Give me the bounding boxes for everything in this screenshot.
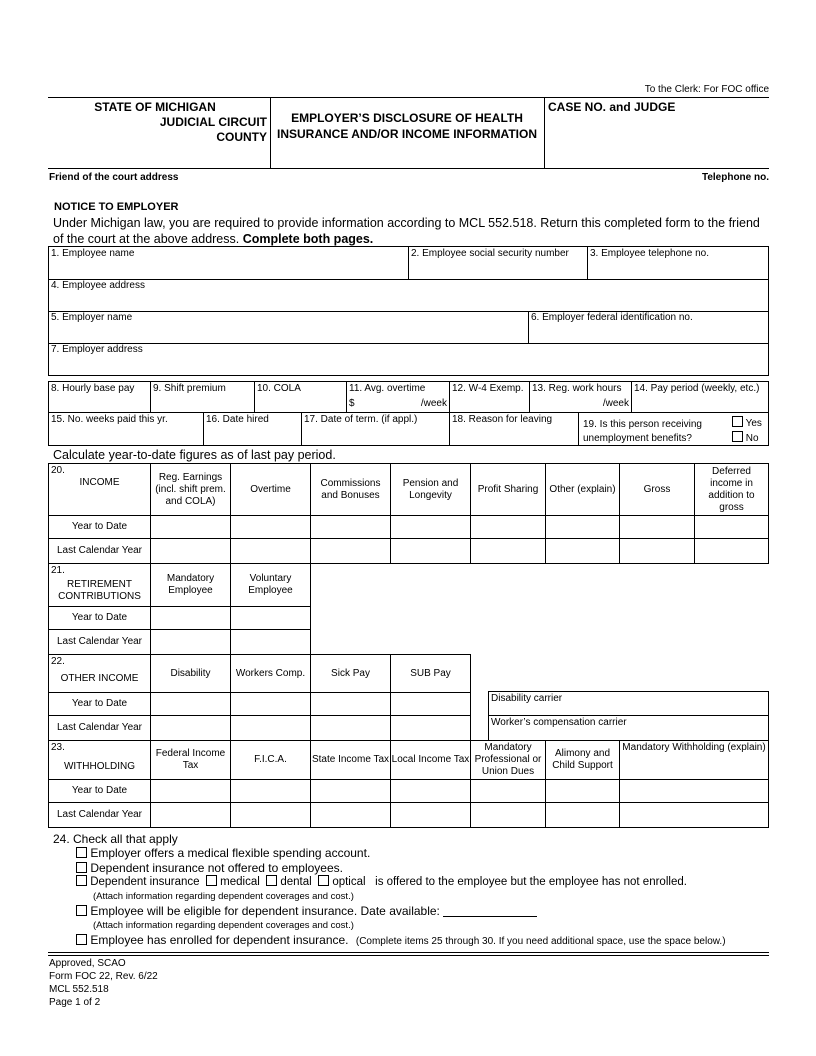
other-last-year-cell[interactable] [390,715,471,741]
income-ytd-cell[interactable] [545,515,620,539]
income-col-deferred: Deferred income in addition to gross [694,463,769,516]
withholding-col-mandatory: Mandatory Withholding (explain) [619,740,769,780]
withholding-col-alimony: Alimony and Child Support [545,740,620,780]
fsa-label: Employer offers a medical flexible spending account. [90,846,371,860]
withholding-ytd-cell[interactable] [390,779,471,803]
telephone-label: Telephone no. [701,172,769,183]
header-divider-2 [544,97,545,168]
withholding-last-year-cell[interactable] [230,802,311,828]
other-ytd-cell[interactable] [390,692,471,716]
other-ytd-cell[interactable] [150,692,231,716]
retirement-col-mandatory: Mandatory Employee [150,563,231,607]
not-offered-label: Dependent insurance not offered to employees. [90,861,343,875]
income-col-overtime: Overtime [230,463,311,516]
withholding-ytd-cell[interactable] [470,779,546,803]
footer-mcl: MCL 552.518 [49,984,109,995]
workers-comp-carrier-field[interactable]: Worker’s compensation carrier [488,715,769,741]
other-last-year-cell[interactable] [230,715,311,741]
footer-rule-2 [48,955,769,956]
withholding-ytd-cell[interactable] [230,779,311,803]
other-col-sick-pay: Sick Pay [310,654,391,693]
income-ytd-cell[interactable] [694,515,769,539]
employer-name-field[interactable]: 5. Employer name [51,312,133,323]
medical-label: medical [220,876,260,888]
income-last-year-cell[interactable] [390,538,471,564]
enrolled-label: Employee has enrolled for dependent insurance. [90,933,349,947]
eligible-checkbox[interactable] [76,905,87,916]
retirement-number: 21. [48,563,151,607]
withholding-row-ytd: Year to Date [48,779,151,803]
withholding-last-year-cell[interactable] [310,802,391,828]
yes-checkbox[interactable] [732,416,743,427]
unemployment-question: 19. Is this person receiving unemployment benefits? [583,419,702,444]
footer-approved: Approved, SCAO [49,958,126,969]
shift-premium-field[interactable]: 9. Shift premium [153,383,226,394]
hourly-base-pay-field[interactable]: 8. Hourly base pay [51,383,135,394]
reason-leaving-field[interactable]: 18. Reason for leaving [452,414,553,425]
footer-form-no: Form FOC 22, Rev. 6/22 [49,971,158,982]
retirement-ytd-cell[interactable] [150,606,231,630]
withholding-last-year-cell[interactable] [390,802,471,828]
income-row-last-year: Last Calendar Year [48,538,151,564]
notice-emphasis: Complete both pages. [242,232,374,246]
cola-field[interactable]: 10. COLA [257,383,301,394]
other-income-number: 22. [48,654,151,693]
employee-ssn-field[interactable]: 2. Employee social security number [411,248,569,259]
avg-overtime-label: 11. Avg. overtime [349,383,426,394]
header-divider-1 [270,97,271,168]
retirement-ytd-cell[interactable] [230,606,311,630]
withholding-last-year-cell[interactable] [545,802,620,828]
income-ytd-cell[interactable] [230,515,311,539]
attach-note-2: (Attach information regarding dependent coverages and cost.) [93,920,354,931]
checklist-item-not-offered [76,861,343,875]
county-label: COUNTY [216,130,267,144]
income-ytd-cell[interactable] [619,515,695,539]
checklist-item-eligible [76,904,537,918]
income-last-year-cell[interactable] [470,538,546,564]
withholding-last-year-cell[interactable] [619,802,769,828]
income-last-year-cell[interactable] [150,538,231,564]
footer-rule-1 [48,952,769,953]
dental-checkbox[interactable] [266,875,277,886]
checklist-item-not-enrolled [76,875,687,889]
other-col-disability: Disability [150,654,231,693]
avg-overtime-field[interactable] [347,382,449,412]
unemployment-yes[interactable] [732,416,762,430]
retirement-title: RETIREMENT CONTRIBUTIONS [58,579,141,602]
footer-page: Page 1 of 2 [49,997,101,1008]
income-col-commissions: Commissions and Bonuses [310,463,391,516]
dollar-sign: $ [349,398,355,409]
other-last-year-cell[interactable] [310,715,391,741]
per-week-label: /week [420,398,447,409]
other-income-title: OTHER INCOME [60,673,139,684]
dependent-insurance-label: Dependent insurance [90,876,200,888]
withholding-ytd-cell[interactable] [310,779,391,803]
disability-carrier-field[interactable]: Disability carrier [488,691,769,716]
retirement-last-year-cell[interactable] [230,629,311,655]
income-ytd-cell[interactable] [470,515,546,539]
other-row-last-year: Last Calendar Year [48,715,151,741]
withholding-col-union-dues: Mandatory Professional or Union Dues [470,740,546,780]
date-available-field[interactable] [443,916,537,917]
withholding-col-federal: Federal Income Tax [150,740,231,780]
notice-body: Under Michigan law, you are required to provide information according to MCL 552.518. Return this completed form to the friend of the court at the above address. [53,216,760,246]
calc-note: Calculate year-to-date figures as of last pay period. [53,448,336,462]
income-last-year-cell[interactable] [545,538,620,564]
income-ytd-cell[interactable] [150,515,231,539]
withholding-ytd-cell[interactable] [545,779,620,803]
income-col-reg-earnings: Reg. Earnings (incl. shift prem. and COLA) [150,463,231,516]
withholding-row-last-year: Last Calendar Year [48,802,151,828]
fsa-checkbox[interactable] [76,847,87,858]
employee-address-field[interactable]: 4. Employee address [51,280,145,291]
notice-text [53,215,771,247]
income-number: 20. [48,463,151,516]
checklist-heading: 24. Check all that apply [53,832,178,846]
income-col-profit-sharing: Profit Sharing [470,463,546,516]
avg-overtime-units [349,398,447,410]
medical-checkbox[interactable] [206,875,217,886]
case-no-label: CASE NO. and JUDGE [548,100,676,114]
other-col-sub-pay: SUB Pay [390,654,471,693]
employer-fein-field[interactable]: 6. Employer federal identification no. [531,312,693,323]
income-row-ytd: Year to Date [48,515,151,539]
reg-work-hours-field[interactable] [530,382,631,412]
per-week-label-2: /week [602,398,629,409]
date-terminated-field[interactable]: 17. Date of term. (if appl.) [304,414,418,425]
employer-address-field[interactable]: 7. Employer address [51,344,143,355]
income-title: INCOME [79,477,120,488]
retirement-row-ytd: Year to Date [48,606,151,630]
employee-name-field[interactable]: 1. Employee name [51,248,135,259]
retirement-col-voluntary: Voluntary Employee [230,563,311,607]
form-title: EMPLOYER’S DISCLOSURE OF HEALTH INSURANCE AND/OR INCOME INFORMATION [277,111,537,141]
withholding-ytd-cell[interactable] [619,779,769,803]
other-ytd-cell[interactable] [230,692,311,716]
income-last-year-cell[interactable] [619,538,695,564]
foc-address-label: Friend of the court address [49,172,179,183]
header-top-rule [48,97,769,98]
state-label: STATE OF MICHIGAN [94,100,216,114]
other-row-ytd: Year to Date [48,692,151,716]
circuit-label: JUDICIAL CIRCUIT [159,115,267,129]
income-last-year-cell[interactable] [230,538,311,564]
not-enrolled-label: is offered to the employee but the employee has not enrolled. [375,876,687,888]
income-ytd-cell[interactable] [390,515,471,539]
income-last-year-cell[interactable] [310,538,391,564]
reg-work-hours-label: 13. Reg. work hours [532,383,622,394]
no-label: No [745,433,759,444]
other-last-year-cell[interactable] [150,715,231,741]
income-last-year-cell[interactable] [694,538,769,564]
not-enrolled-checkbox[interactable] [76,875,87,886]
pay-col-10 [578,412,579,446]
unemployment-no[interactable] [732,431,759,445]
pay-period-field[interactable]: 14. Pay period (weekly, etc.) [634,383,760,394]
withholding-last-year-cell[interactable] [470,802,546,828]
checklist-item-enrolled [76,933,726,949]
weeks-paid-field[interactable]: 15. No. weeks paid this yr. [51,414,168,425]
income-ytd-cell[interactable] [310,515,391,539]
attach-note-1: (Attach information regarding dependent coverages and cost.) [93,891,354,902]
clerk-note: To the Clerk: For FOC office [644,84,769,95]
eligible-label: Employee will be eligible for dependent insurance. Date available: [90,904,440,918]
withholding-last-year-cell[interactable] [150,802,231,828]
enrolled-checkbox[interactable] [76,934,87,945]
header-bottom-rule [48,168,769,169]
withholding-col-local: Local Income Tax [390,740,471,780]
employee-telephone-field[interactable]: 3. Employee telephone no. [590,248,709,259]
withholding-col-fica: F.I.C.A. [230,740,311,780]
withholding-number: 23. [48,740,151,780]
income-col-pension: Pension and Longevity [390,463,471,516]
yes-label: Yes [745,418,762,429]
withholding-title: WITHHOLDING [63,761,136,772]
income-col-other: Other (explain) [545,463,620,516]
dental-label: dental [280,876,312,888]
date-hired-field[interactable]: 16. Date hired [206,414,269,425]
notice-heading: NOTICE TO EMPLOYER [54,201,179,213]
withholding-col-state: State Income Tax [310,740,391,780]
retirement-last-year-cell[interactable] [150,629,231,655]
optical-label: optical [332,876,366,888]
checklist-item-fsa [76,846,370,860]
withholding-ytd-cell[interactable] [150,779,231,803]
not-offered-checkbox[interactable] [76,862,87,873]
retirement-row-last-year: Last Calendar Year [48,629,151,655]
optical-checkbox[interactable] [318,875,329,886]
income-col-gross: Gross [619,463,695,516]
no-checkbox[interactable] [732,431,743,442]
enrolled-note: (Complete items 25 through 30. If you need additional space, use the space below.) [355,936,726,947]
w4-exemptions-field[interactable]: 12. W-4 Exemp. [452,383,524,394]
other-col-workers-comp: Workers Comp. [230,654,311,693]
other-ytd-cell[interactable] [310,692,391,716]
